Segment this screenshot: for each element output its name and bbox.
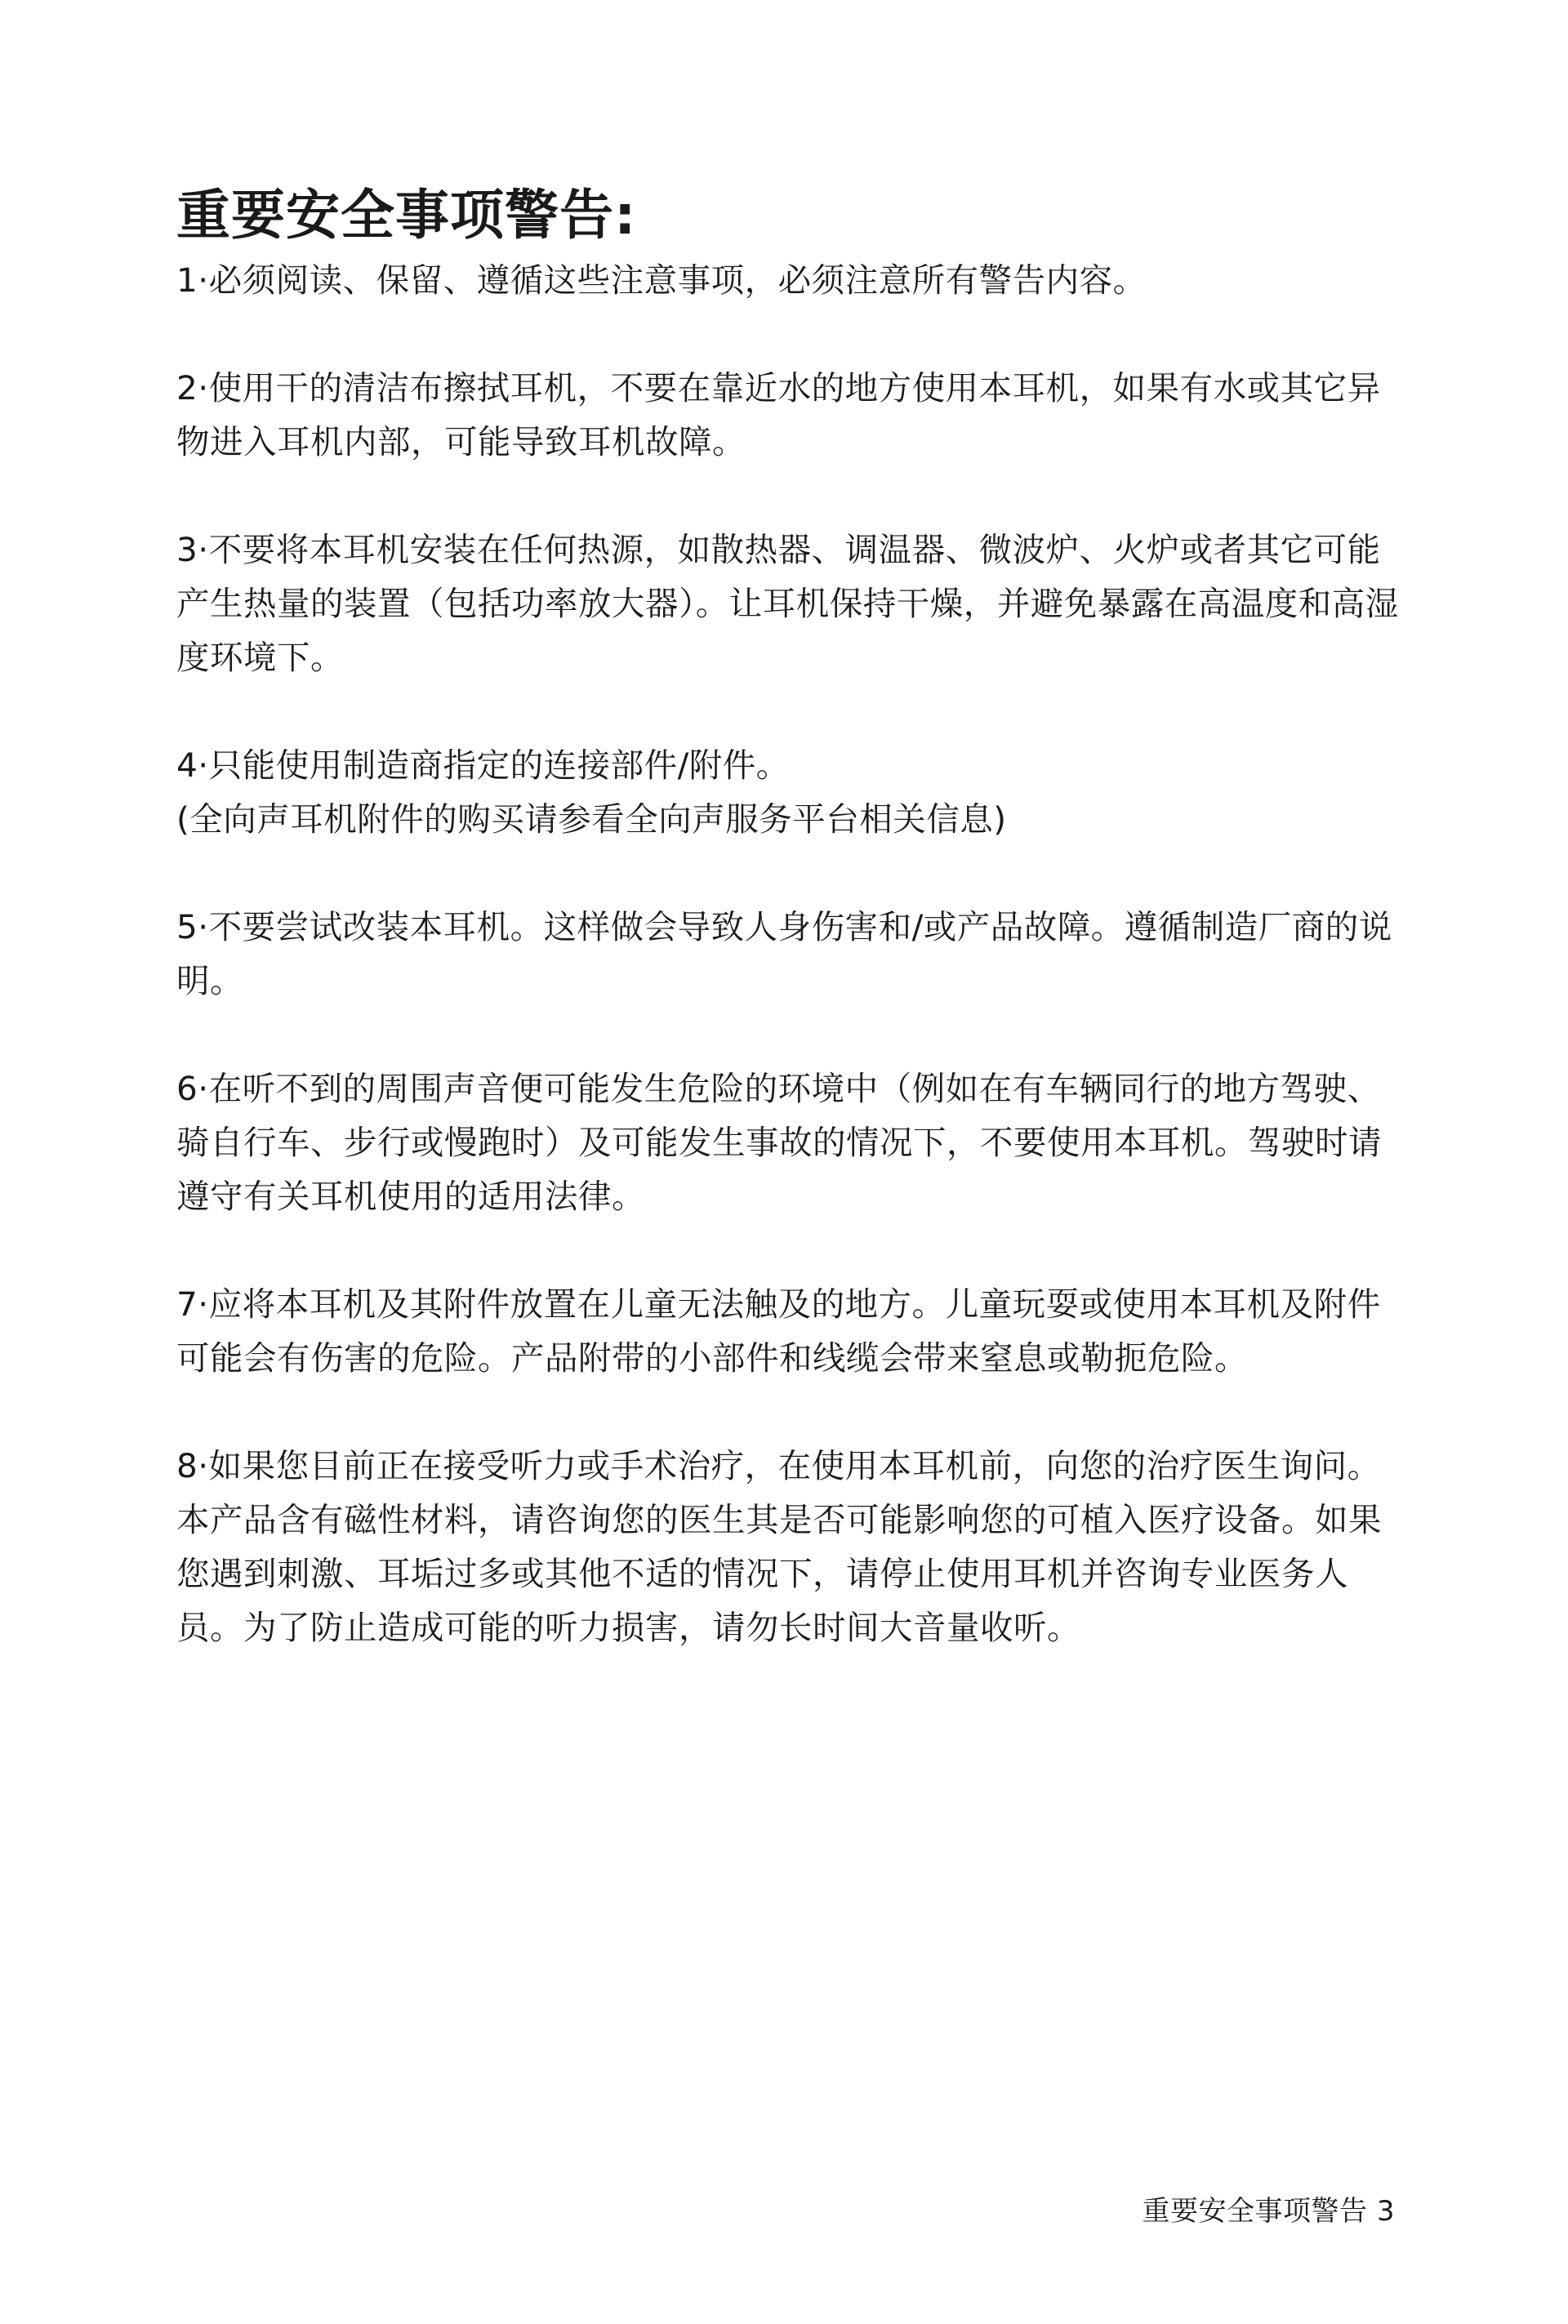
warning-text: 5·不要尝试改装本耳机。这样做会导致人身伤害和/或产品故障。遵循制造厂商的说明。 — [176, 907, 1392, 1000]
warning-text: 6·在听不到的周围声音便可能发生危险的环境中（例如在有车辆同行的地方驾驶、骑自行车、步行或慢跑时）及可能发生事故的情况下，不要使用本耳机。驾驶时请遵守有关耳机使用的适用法律。 — [176, 1069, 1382, 1216]
warning-text: 1·必须阅读、保留、遵循这些注意事项，必须注意所有警告内容。 — [176, 260, 1147, 300]
page-footer — [1143, 2193, 1395, 2229]
warning-item-4 — [176, 738, 1410, 846]
document-page — [176, 181, 1410, 1708]
warning-text: 3·不要将本耳机安装在任何热源，如散热器、调温器、微波炉、火炉或者其它可能产生热量的装置（包括功率放大器）。让耳机保持干燥，并避免暴露在高温度和高湿度环境下。 — [176, 530, 1399, 677]
warning-text: 4·只能使用制造商指定的连接部件/附件。 — [176, 746, 790, 785]
warning-item-6 — [176, 1062, 1410, 1223]
page-number: 3 — [1376, 2195, 1395, 2228]
warning-item-7 — [176, 1277, 1410, 1385]
page-title: 重要安全事项警告: — [176, 184, 637, 247]
warning-item-1 — [176, 253, 1410, 307]
warning-item-2 — [176, 361, 1410, 469]
warning-item-3 — [176, 523, 1410, 684]
warning-text: 2·使用干的清洁布擦拭耳机，不要在靠近水的地方使用本耳机，如果有水或其它异物进入耳机内部，可能导致耳机故障。 — [176, 368, 1381, 461]
warning-text: 7·应将本耳机及其附件放置在儿童无法触及的地方。儿童玩耍或使用本耳机及附件可能会有伤害的危险。产品附带的小部件和线缆会带来窒息或勒扼危险。 — [176, 1284, 1381, 1378]
warning-item-5 — [176, 900, 1410, 1008]
warning-note: (全向声耳机附件的购买请参看全向声服务平台相关信息) — [176, 799, 1007, 839]
warning-item-8 — [176, 1439, 1410, 1654]
footer-label: 重要安全事项警告 — [1142, 2195, 1368, 2228]
warning-text: 8·如果您目前正在接受听力或手术治疗，在使用本耳机前，向您的治疗医生询问。本产品含有磁性材料，请咨询您的医生其是否可能影响您的可植入医疗设备。如果您遇到刺激、耳垢过多或其他不适的情况下，请停止使用耳机并咨询专业医务人员。为了防止造成可能的听力损害，请勿长时间大音量收听。 — [176, 1446, 1382, 1647]
